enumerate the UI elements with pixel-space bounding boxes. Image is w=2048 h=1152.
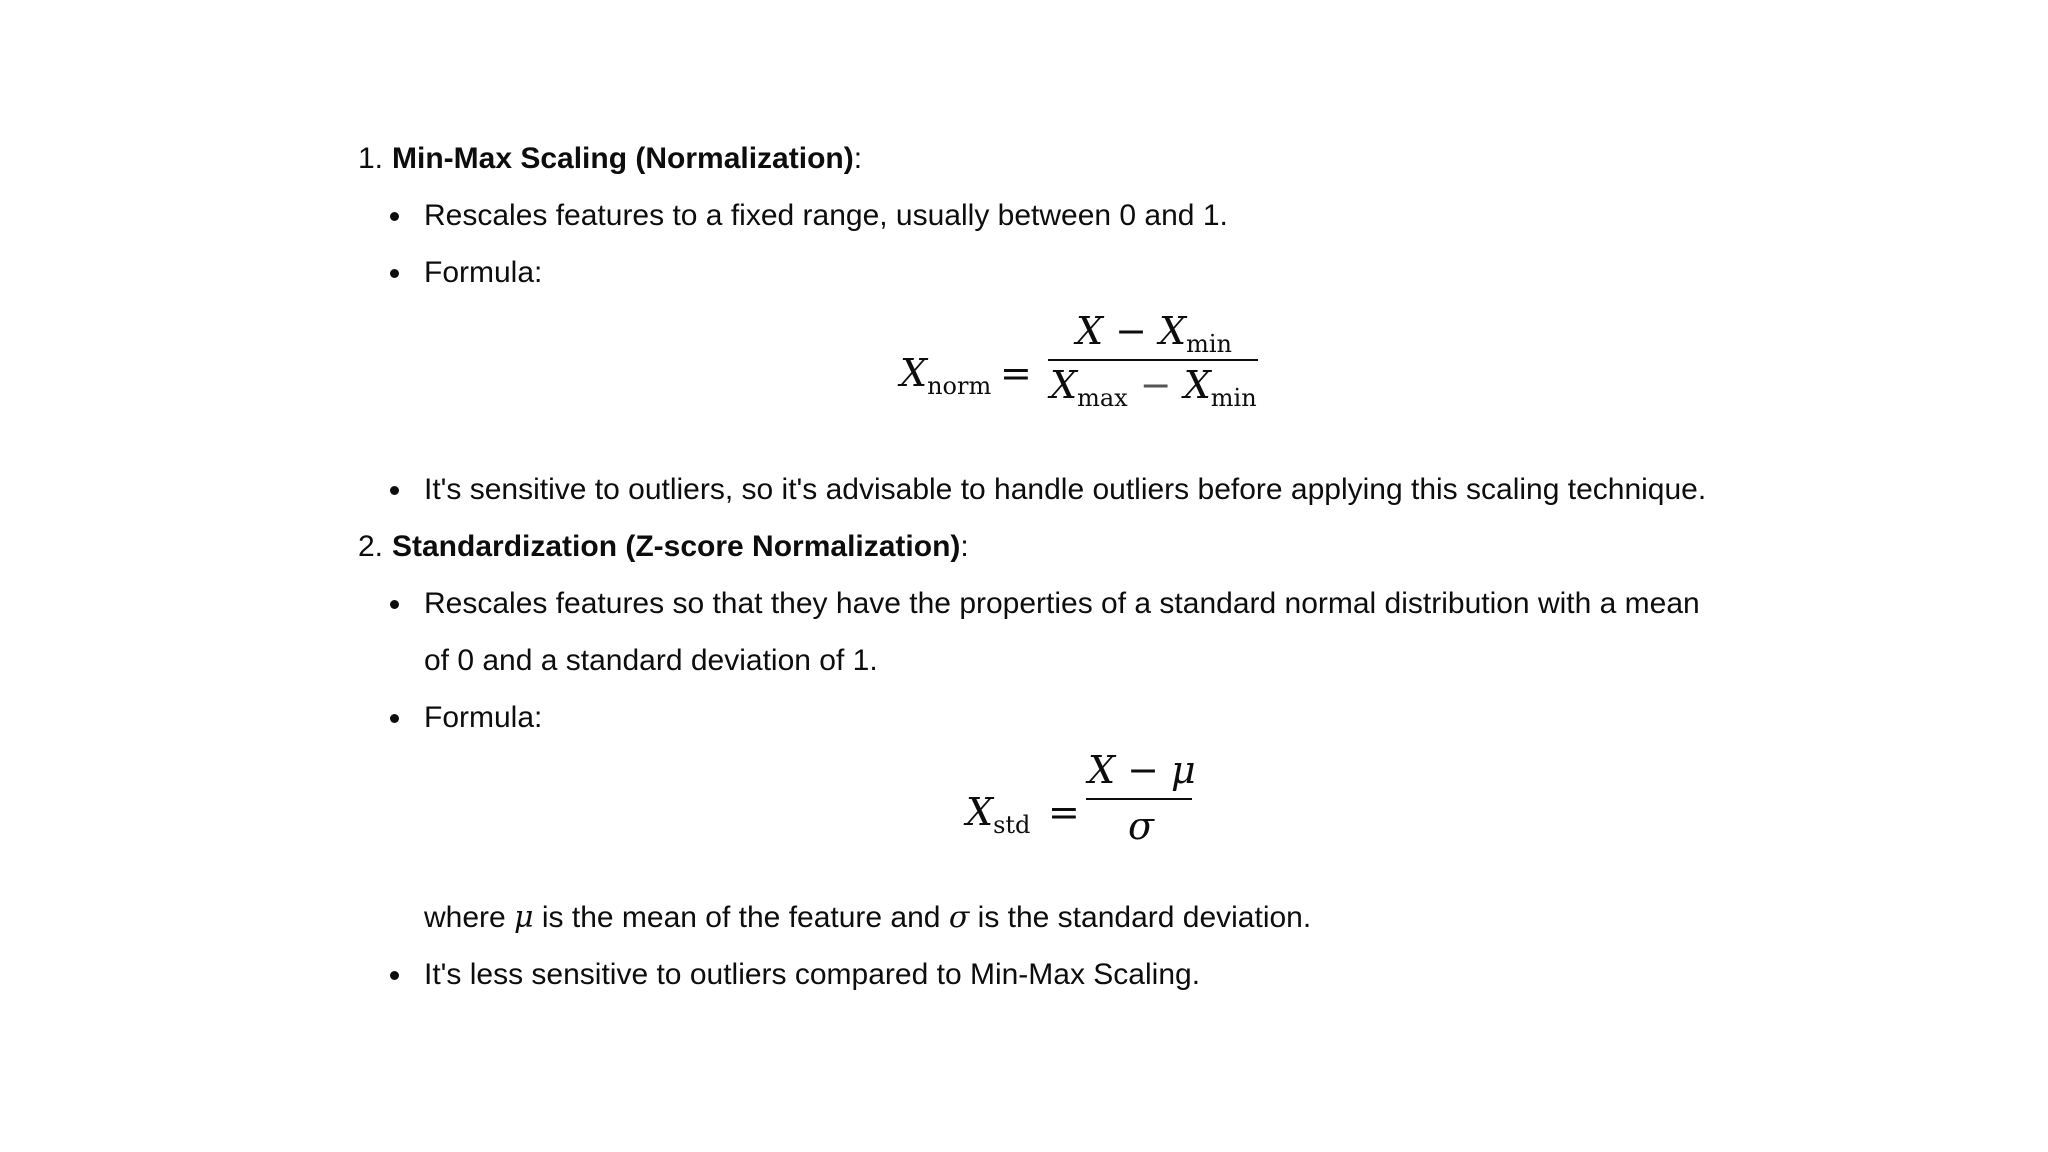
section-title: Standardization (Z-score Normalization) bbox=[392, 530, 961, 563]
section-number: 2. bbox=[358, 530, 384, 563]
sigma-symbol: σ bbox=[948, 900, 970, 935]
formula-equals: = bbox=[1000, 351, 1032, 395]
heading-colon: : bbox=[960, 530, 969, 563]
list-item bbox=[358, 946, 1718, 1003]
mu-symbol: μ bbox=[514, 900, 534, 935]
answer-content bbox=[358, 130, 1718, 1003]
where-explanation bbox=[358, 889, 1718, 946]
formula-equals: = bbox=[1048, 790, 1080, 834]
where-text: is the standard deviation. bbox=[969, 901, 1312, 934]
list-item bbox=[358, 244, 1718, 301]
formula-subscript: min bbox=[1186, 330, 1232, 358]
formula-subscript: min bbox=[1210, 384, 1257, 412]
formula-numerator-text: X − X bbox=[1076, 309, 1187, 353]
formula-min-max bbox=[358, 301, 1718, 461]
section-heading-standardization bbox=[358, 518, 1718, 575]
formula-subscript: max bbox=[1077, 384, 1128, 412]
formula-variable: X bbox=[1183, 363, 1211, 407]
formula-standardization bbox=[358, 746, 1718, 889]
formula-variable: X bbox=[900, 351, 928, 395]
bullet-text: Formula: bbox=[424, 701, 543, 734]
formula-subscript: std bbox=[993, 811, 1031, 839]
formula-lhs bbox=[966, 784, 1030, 854]
where-text: where bbox=[424, 901, 515, 934]
section-heading-min-max bbox=[358, 130, 1718, 187]
list-item bbox=[358, 461, 1718, 518]
section-title: Min-Max Scaling (Normalization) bbox=[392, 142, 854, 175]
formula-denominator: σ bbox=[1128, 804, 1154, 848]
bullet-text: It's less sensitive to outliers compared to Min-Max Scaling. bbox=[424, 958, 1201, 991]
list-item bbox=[358, 689, 1718, 746]
bullet-text: Formula: bbox=[424, 256, 543, 289]
section-number: 1. bbox=[358, 142, 384, 175]
formula-variable: X bbox=[966, 790, 994, 834]
formula-subscript: norm bbox=[927, 372, 992, 400]
formula-denominator bbox=[1050, 357, 1257, 427]
bullet-text: Rescales features to a fixed range, usually between 0 and 1. bbox=[424, 199, 1228, 232]
formula-variable: X bbox=[1050, 363, 1078, 407]
heading-colon: : bbox=[853, 142, 863, 175]
formula-minus: − bbox=[1139, 363, 1172, 407]
formula-numerator: X − μ bbox=[1088, 748, 1196, 792]
list-item bbox=[358, 575, 1718, 689]
formula-lhs bbox=[900, 345, 991, 415]
bullet-text: It's sensitive to outliers, so it's advisable to handle outliers before applying this scaling technique. bbox=[424, 473, 1707, 506]
bullet-text: Rescales features so that they have the properties of a standard normal distribution with a mean of 0 and a standard deviation of 1. bbox=[424, 587, 1700, 677]
where-text: is the mean of the feature and bbox=[533, 901, 949, 934]
list-item bbox=[358, 187, 1718, 244]
